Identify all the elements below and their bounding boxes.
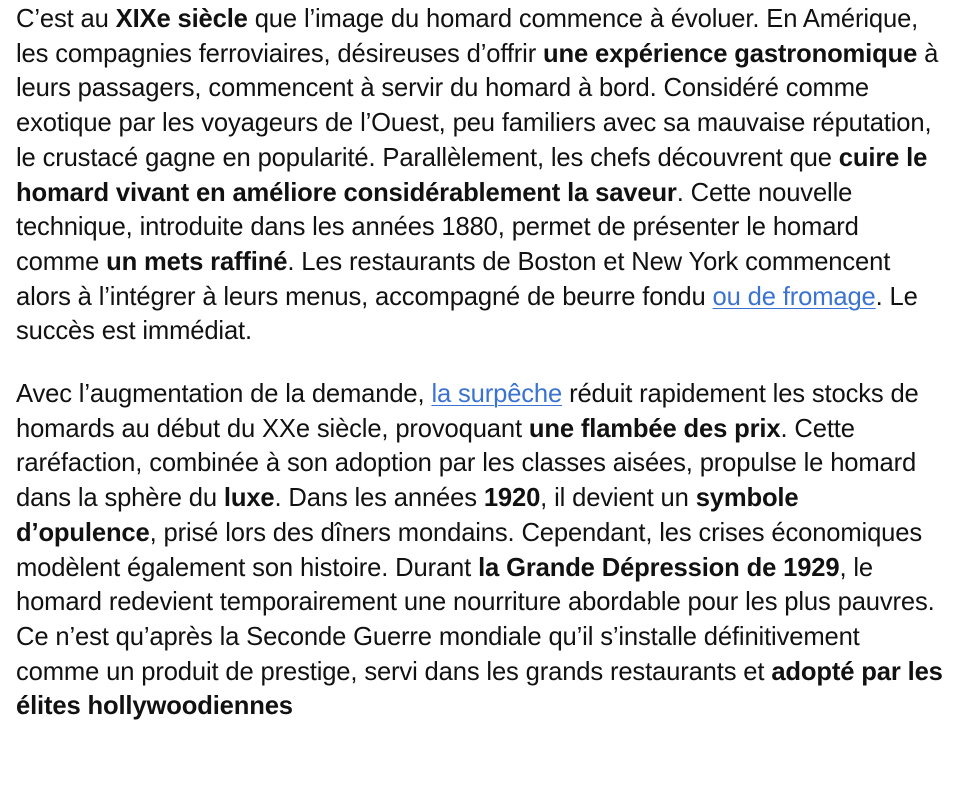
link-ou-de-fromage[interactable]: ou de fromage bbox=[712, 282, 876, 311]
text-run: , le homard redevient temporairement une nourriture abordable pour les plus pauvres. Ce n’est qu’après la Seconde Guerre mondiale qu’il s’installe définitivement comme un produit de prestige, servi dans les grands restaurants et bbox=[16, 553, 935, 686]
bold-xixe-siecle: XIXe siècle bbox=[115, 5, 248, 33]
text-run: réduit rapidement les stocks de homards au début du XXe siècle, provoquant bbox=[16, 380, 919, 443]
bold-1920: 1920 bbox=[483, 484, 541, 513]
text-run: . Dans les années bbox=[274, 484, 484, 513]
text-run: . Cette nouvelle technique, introduite dans les années 1880, permet de présenter le homard comme bbox=[16, 178, 859, 276]
text-run: à leurs passagers, commencent à servir du homard à bord. Considéré comme exotique par les voyageurs de l’Ouest, peu familiers avec sa mauvaise réputation, le crustacé gagne en popularité. Parallèlement, les chefs découvrent que bbox=[16, 39, 939, 172]
text-run: C’est au bbox=[16, 5, 116, 33]
bold-elites-hollywoodiennes: adopté par les élites hollywoodiennes bbox=[16, 657, 943, 721]
text-run: . Cette raréfaction, combinée à son adoption par les classes aisées, propulse le homard dans la sphère du bbox=[16, 414, 917, 513]
text-run: , prisé lors des dîners mondains. Cependant, les crises économiques modèlent également son histoire. Durant bbox=[16, 518, 922, 582]
bold-luxe: luxe bbox=[223, 484, 275, 513]
bold-mets-raffine: un mets raffiné bbox=[106, 247, 288, 276]
paragraph-2 bbox=[16, 377, 945, 724]
bold-flambee-des-prix: une flambée des prix bbox=[528, 414, 781, 443]
bold-cuire-le-homard: cuire le homard vivant en améliore considérablement la saveur bbox=[16, 143, 928, 207]
text-run: . Les restaurants de Boston et New York commencent alors à l’intégrer à leurs menus, accompagné de beurre fondu bbox=[16, 247, 891, 311]
text-run: . Le succès est immédiat. bbox=[16, 282, 918, 346]
bold-experience-gastronomique: une expérience gastronomique bbox=[543, 39, 918, 68]
bold-grande-depression: la Grande Dépression de 1929 bbox=[478, 553, 840, 582]
text-run: que l’image du homard commence à évoluer. En Amérique, les compagnies ferroviaires, désireuses d’offrir bbox=[16, 5, 919, 68]
link-la-surpeche[interactable]: la surpêche bbox=[431, 380, 563, 409]
text-run: , il devient un bbox=[540, 484, 696, 513]
bold-symbole-opulence: symbole d’opulence bbox=[16, 484, 799, 547]
paragraph-1 bbox=[16, 2, 945, 349]
text-run: Avec l’augmentation de la demande, bbox=[16, 380, 432, 409]
